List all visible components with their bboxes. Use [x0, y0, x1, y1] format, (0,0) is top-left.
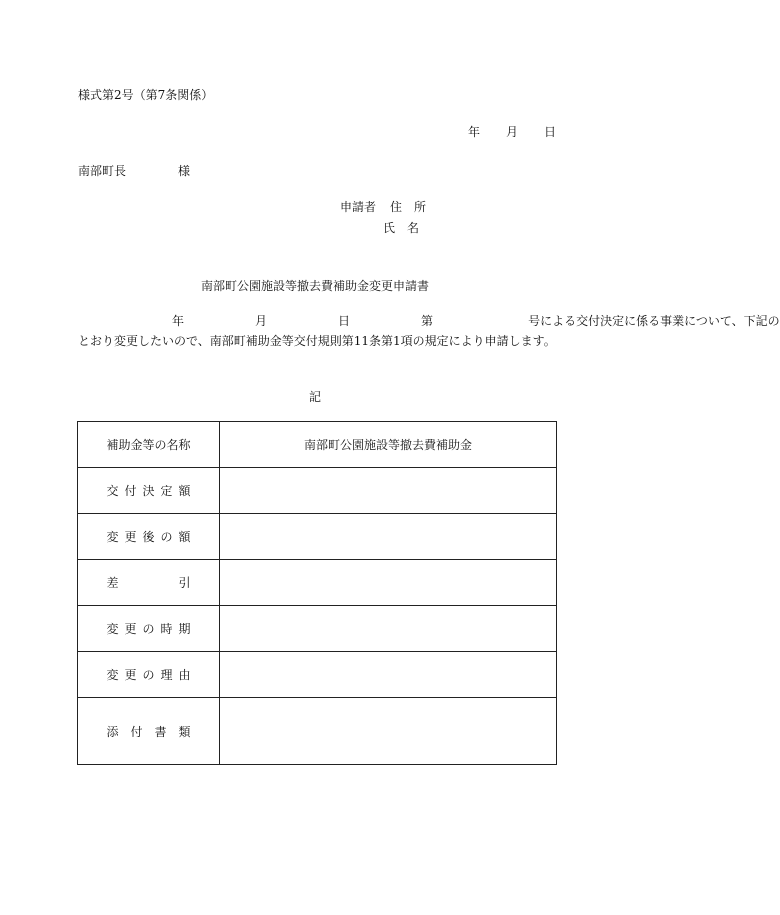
- body-line-2: とおり変更したいので、南部町補助金等交付規則第11条第1項の規定により申請します。: [78, 334, 556, 348]
- body-day: 日: [338, 314, 351, 328]
- form-number: 様式第2号（第7条関係）: [78, 88, 214, 102]
- label-char: 類: [178, 724, 191, 739]
- label-char: 期: [178, 622, 191, 636]
- label-char: 引: [178, 576, 191, 590]
- applicant-address-row: [340, 198, 426, 215]
- label-char: 差: [106, 576, 119, 590]
- label-char: の: [142, 622, 155, 636]
- row-label: [78, 514, 220, 560]
- applicant-label: 申請者: [340, 200, 377, 214]
- body-month: 月: [255, 314, 268, 328]
- table-row: [78, 606, 557, 652]
- row-value: 南部町公園施設等撤去費補助金: [220, 422, 557, 468]
- table-row: [78, 422, 557, 468]
- label-char: 交: [106, 484, 119, 498]
- body-line1-tail: 号による交付決定に係る事業について、下記の: [528, 314, 780, 328]
- row-label: [78, 698, 220, 765]
- label-char: 定: [160, 484, 173, 498]
- row-value[interactable]: [220, 468, 557, 514]
- label-char: 変: [106, 530, 119, 544]
- row-label: [78, 468, 220, 514]
- document-title: 南部町公園施設等撤去費補助金変更申請書: [200, 279, 429, 293]
- date-line: [468, 123, 556, 140]
- row-value[interactable]: [220, 606, 557, 652]
- label-char: 更: [124, 668, 137, 682]
- row-label-text: [107, 574, 191, 591]
- label-char: の: [160, 530, 173, 544]
- row-label-text: [107, 528, 191, 545]
- row-value[interactable]: [220, 698, 557, 765]
- table-row: [78, 468, 557, 514]
- label-char: 額: [178, 530, 191, 544]
- row-label-text: [107, 723, 191, 740]
- table-row: [78, 560, 557, 606]
- body-text: [78, 311, 780, 351]
- label-char: の: [142, 668, 155, 682]
- applicant-name-row: [383, 219, 419, 236]
- row-label-text: [107, 666, 191, 683]
- label-char: 時: [160, 622, 173, 636]
- row-label: [78, 652, 220, 698]
- label-char: 更: [124, 622, 137, 636]
- body-line-1: [78, 311, 780, 331]
- table-row: [78, 652, 557, 698]
- row-label: [78, 606, 220, 652]
- addressee: [78, 162, 190, 179]
- date-year: 年: [468, 125, 481, 139]
- label-char: 変: [106, 622, 119, 636]
- label-char: 書: [154, 724, 167, 739]
- details-table: [77, 421, 557, 765]
- label-char: 額: [178, 484, 191, 498]
- ki-heading: 記: [308, 390, 321, 404]
- row-label: 補助金等の名称: [78, 422, 220, 468]
- label-char: 後: [142, 530, 155, 544]
- label-char: 添: [106, 724, 119, 739]
- label-char: 付: [124, 484, 137, 498]
- applicant-address-label: 住 所: [390, 200, 427, 214]
- row-label: [78, 560, 220, 606]
- label-char: 変: [106, 668, 119, 682]
- row-label-text: [107, 482, 191, 499]
- table-row: [78, 514, 557, 560]
- row-value[interactable]: [220, 652, 557, 698]
- label-char: 由: [178, 668, 191, 682]
- applicant-name-label: 氏 名: [383, 221, 420, 235]
- label-char: 付: [130, 724, 143, 739]
- body-year: 年: [172, 314, 185, 328]
- row-value[interactable]: [220, 514, 557, 560]
- date-day: 日: [544, 125, 557, 139]
- table-row: [78, 698, 557, 765]
- label-char: 理: [160, 668, 173, 682]
- body-dai: 第: [421, 314, 434, 328]
- label-char: 決: [142, 484, 155, 498]
- row-label-text: [107, 620, 191, 637]
- label-char: 更: [124, 530, 137, 544]
- addressee-name: 南部町長: [78, 164, 127, 178]
- addressee-honorific: 様: [178, 164, 191, 178]
- row-value[interactable]: [220, 560, 557, 606]
- date-month: 月: [506, 125, 519, 139]
